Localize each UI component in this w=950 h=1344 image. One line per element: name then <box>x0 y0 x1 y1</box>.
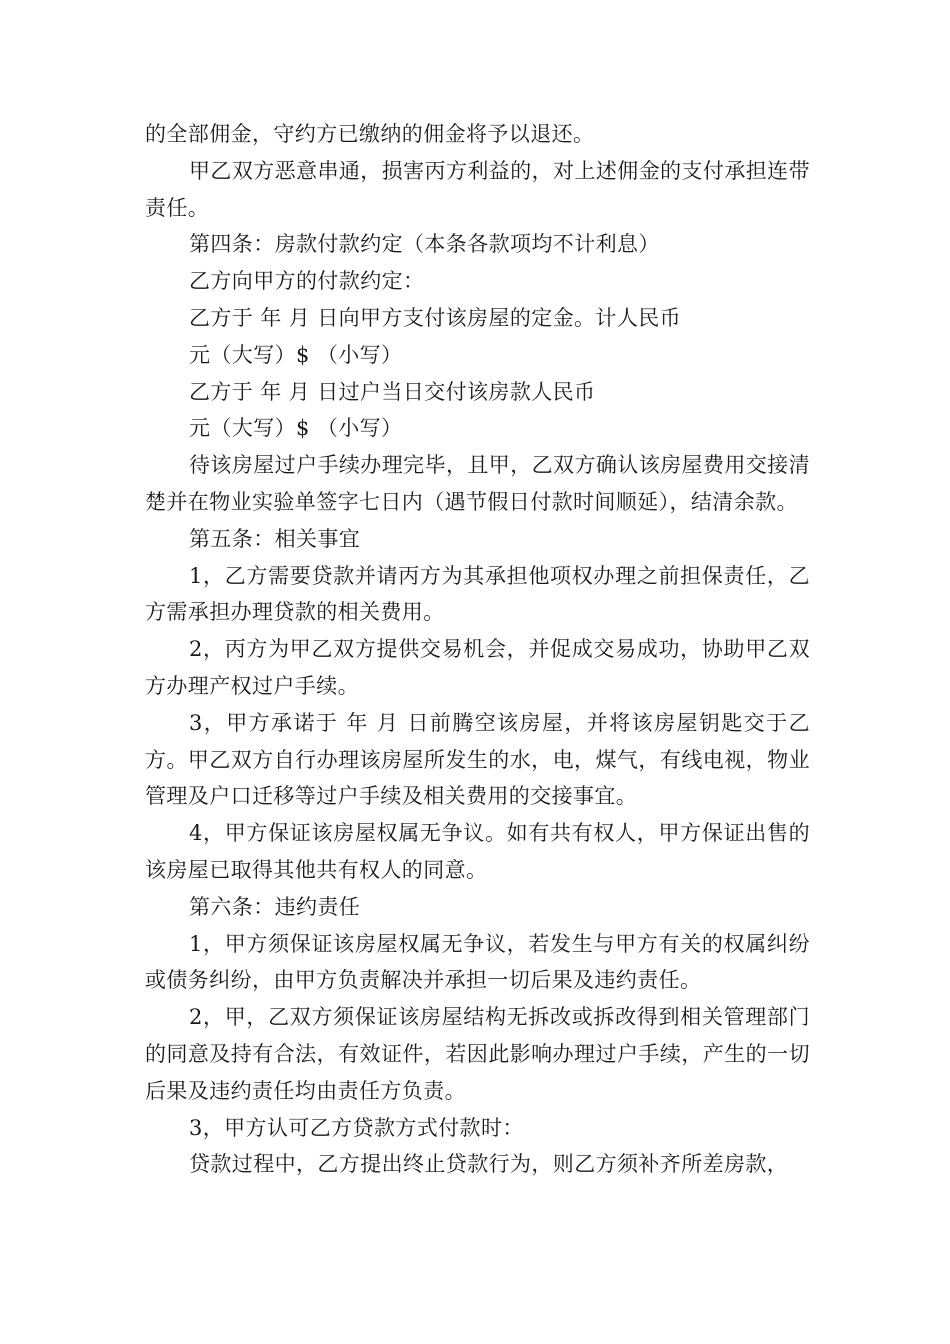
paragraph-8: 待该房屋过户手续办理完毕，且甲，乙双方确认该房屋费用交接清楚并在物业实验单签字七日内（遇节假日付款时间顺延），结清余款。 <box>145 453 810 514</box>
paragraph-1: 甲乙双方恶意串通，损害丙方利益的，对上述佣金的支付承担连带责任。 <box>145 158 810 220</box>
paragraph-4: 乙方于 年 月 日向甲方支付该房屋的定金。计人民币 <box>189 305 682 330</box>
paragraph-12: 3，甲方承诺于 年 月 日前腾空该房屋，并将该房屋钥匙交于乙方。甲乙双方自行办理该房屋所发生的水，电，煤气，有线电视，物业管理及户口迁移等过户手续及相关费用的交接事宜。 <box>145 710 810 809</box>
paragraph-3: 乙方向甲方的付款约定： <box>189 269 425 294</box>
paragraph-13: 4，甲方保证该房屋权属无争议。如有共有权人，甲方保证出售的该房屋已取得其他共有权人的同意。 <box>145 821 810 882</box>
paragraph-10: 1，乙方需要贷款并请丙方为其承担他项权办理之前担保责任，乙方需承担办理贷款的相关费用。 <box>145 563 810 625</box>
paragraph-0: 的全部佣金，守约方已缴纳的佣金将予以退还。 <box>145 122 595 146</box>
document-page <box>145 116 810 1183</box>
paragraph-16: 2，甲，乙双方须保证该房屋结构无拆改或拆改得到相关管理部门的同意及持有合法，有效证件，若因此影响办理过户手续，产生的一切后果及违约责任均由责任方负责。 <box>145 1005 810 1103</box>
section-heading-article-4: 第四条：房款付款约定（本条各款项均不计利息） <box>189 232 660 257</box>
paragraph-18: 贷款过程中，乙方提出终止贷款行为，则乙方须补齐所差房款， <box>189 1152 789 1177</box>
section-heading-article-5: 第五条：相关事宜 <box>189 526 361 551</box>
paragraph-7: 元（大写）$ （小写） <box>189 416 403 441</box>
paragraph-6: 乙方于 年 月 日过户当日交付该房款人民币 <box>189 379 596 404</box>
paragraph-11: 2，丙方为甲乙双方提供交易机会，并促成交易成功，协助甲乙双方办理产权过户手续。 <box>145 637 810 698</box>
paragraph-15: 1，甲方须保证该房屋权属无争议，若发生与甲方有关的权属纠纷或债务纠纷，由甲方负责解决并承担一切后果及违约责任。 <box>145 931 810 993</box>
paragraph-17: 3，甲方认可乙方贷款方式付款时： <box>189 1115 524 1140</box>
paragraph-5: 元（大写）$ （小写） <box>189 342 403 367</box>
section-heading-article-6: 第六条：违约责任 <box>189 894 361 919</box>
